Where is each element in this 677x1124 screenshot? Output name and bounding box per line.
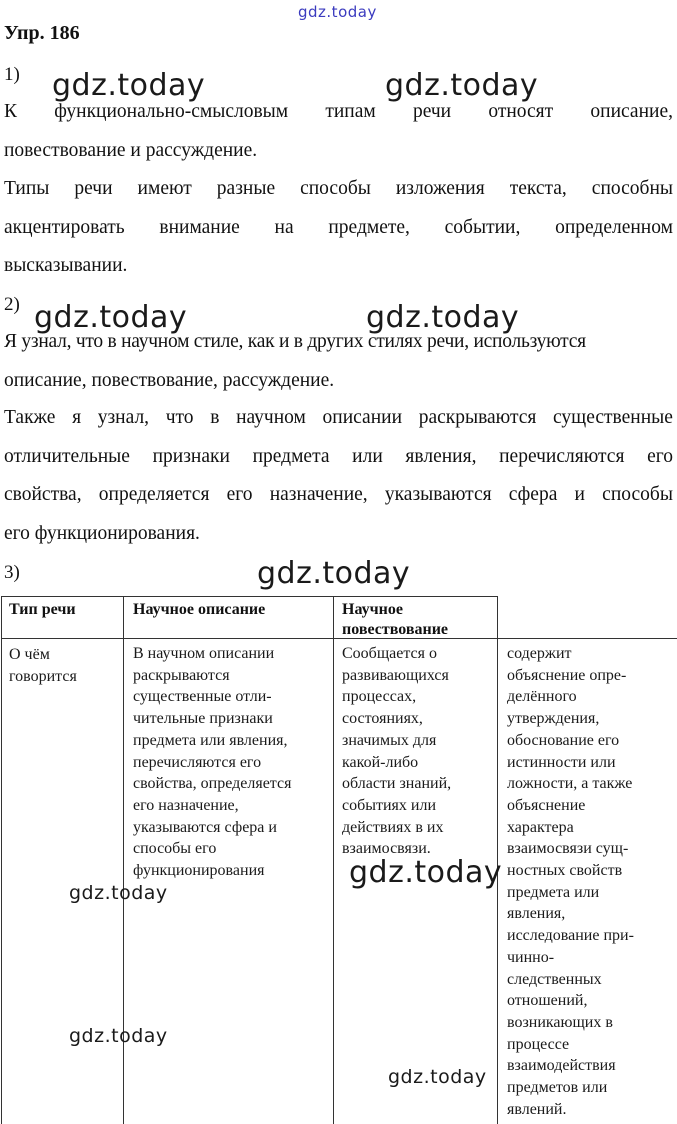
word: текста, bbox=[509, 178, 567, 199]
section-2-number: 2) bbox=[4, 294, 20, 315]
watermark: gdz.today bbox=[52, 68, 206, 103]
word: определенном bbox=[555, 216, 673, 238]
table-cell-line: взаимосвязи. bbox=[342, 840, 431, 858]
table-cell-line: событиях или bbox=[342, 796, 437, 814]
table-cell-line: явлений. bbox=[507, 1100, 567, 1118]
table-cell-line: ностных свойств bbox=[507, 862, 623, 880]
table-header-narration: Научное повествование bbox=[342, 601, 449, 638]
text-line: повествование и рассуждение. bbox=[4, 139, 258, 161]
word: акцентировать bbox=[4, 216, 125, 238]
word: сфера bbox=[508, 484, 558, 505]
word: предмете, bbox=[328, 216, 410, 238]
table-cell-line: характера bbox=[507, 818, 574, 836]
word: и bbox=[574, 484, 585, 505]
table-border-col2 bbox=[333, 596, 334, 1124]
table-cell-line: ложности, а также bbox=[507, 775, 633, 793]
table-cell-line: области знаний, bbox=[342, 775, 452, 793]
table-cell-reasoning bbox=[507, 643, 675, 1120]
table-cell-line: чинно- bbox=[507, 948, 555, 966]
table-cell-line: чительные признаки bbox=[133, 710, 273, 728]
word: узнал, bbox=[97, 407, 150, 428]
word: его bbox=[647, 445, 673, 467]
word: функционально-смысловым bbox=[54, 101, 289, 122]
table-cell-line: отношений, bbox=[507, 992, 588, 1010]
word: изложения bbox=[395, 178, 485, 199]
section-1-paragraph-1 bbox=[4, 93, 673, 170]
table-cell-line: способы его bbox=[133, 840, 217, 858]
table-cell-line: объяснение опре- bbox=[507, 666, 627, 684]
table-cell-line: указываются сфера и bbox=[133, 818, 277, 836]
word: отличительные bbox=[4, 445, 130, 467]
exercise-title: Упр. 186 bbox=[4, 22, 80, 44]
text-line bbox=[4, 93, 673, 132]
text-line bbox=[4, 399, 673, 438]
word: перечисляются bbox=[499, 445, 625, 467]
table-cell-line: процессе bbox=[507, 1035, 570, 1053]
table-cell-line: существенные отли- bbox=[133, 688, 272, 706]
section-1-paragraph-2 bbox=[4, 170, 673, 286]
word: способны bbox=[591, 178, 673, 199]
text-line bbox=[4, 438, 673, 477]
word: раскрываются bbox=[418, 407, 537, 428]
word: имеют bbox=[137, 178, 192, 199]
text-line bbox=[4, 170, 673, 209]
word: предмета bbox=[252, 445, 330, 467]
table-header-type: Тип речи bbox=[9, 601, 76, 618]
word: или bbox=[352, 445, 383, 467]
table-header-description: Научное описание bbox=[133, 601, 266, 618]
table-cell-line: объяснение bbox=[507, 796, 586, 814]
watermark: gdz.today bbox=[366, 300, 520, 335]
table-cell-line: Сообщается о bbox=[342, 645, 437, 662]
table-cell-line: утверждения, bbox=[507, 710, 600, 728]
word: разные bbox=[216, 178, 276, 199]
watermark: gdz.today bbox=[388, 1066, 487, 1088]
word: способы bbox=[300, 178, 371, 199]
text-line bbox=[4, 476, 673, 515]
word: речи bbox=[412, 101, 452, 122]
watermark: gdz.today bbox=[349, 855, 503, 890]
word: К bbox=[4, 101, 18, 122]
table-cell-description bbox=[133, 643, 331, 882]
text-line: его функционирования. bbox=[4, 522, 200, 544]
table-cell-line: свойства, определяется bbox=[133, 775, 292, 793]
watermark: gdz.today bbox=[257, 556, 411, 591]
word: указываются bbox=[384, 484, 492, 505]
table-cell-line: возникающих в bbox=[507, 1013, 613, 1031]
table-cell-line: процессах, bbox=[342, 688, 417, 706]
word: я bbox=[72, 407, 82, 428]
section-3-number: 3) bbox=[4, 562, 20, 583]
text-line: Я узнал, что в научном стиле, как и в других стилях речи, используются bbox=[4, 331, 586, 352]
watermark-top: gdz.today bbox=[298, 3, 377, 21]
word: описании bbox=[322, 407, 403, 428]
watermark: gdz.today bbox=[69, 882, 168, 904]
table-cell-line: явления, bbox=[507, 905, 566, 923]
section-2-paragraph-1 bbox=[4, 323, 673, 400]
table-cell-line: какой-либо bbox=[342, 753, 419, 771]
word: Типы bbox=[4, 178, 50, 199]
word: относят bbox=[488, 101, 554, 122]
word: типам bbox=[325, 101, 376, 122]
word: определяется bbox=[98, 484, 210, 505]
table-cell-line: исследование при- bbox=[507, 927, 634, 945]
text-line: высказывании. bbox=[4, 255, 128, 276]
table-cell-line: его назначение, bbox=[133, 796, 239, 814]
word: описание, bbox=[590, 101, 673, 122]
table-cell-line: обоснование его bbox=[507, 731, 620, 749]
word: что bbox=[165, 407, 194, 428]
table-cell-line: перечисляются его bbox=[133, 753, 262, 771]
table-cell-line: содержит bbox=[507, 645, 572, 662]
word: событии, bbox=[444, 216, 521, 238]
table-border-top bbox=[1, 596, 498, 597]
table-cell-line: предмета или явления, bbox=[133, 731, 288, 749]
table-cell-line: предмета или bbox=[507, 883, 600, 901]
table-border-left bbox=[1, 596, 2, 1124]
table-cell-line: следственных bbox=[507, 970, 602, 988]
section-2-paragraph-2 bbox=[4, 399, 673, 553]
table-row-label: О чём говорится bbox=[9, 646, 77, 685]
word: его bbox=[226, 484, 253, 505]
word: в bbox=[210, 407, 220, 428]
table-cell-line: взаимосвязи сущ- bbox=[507, 840, 629, 858]
word: речи bbox=[74, 178, 113, 199]
word: на bbox=[274, 216, 294, 238]
table-cell-line: развивающихся bbox=[342, 666, 449, 684]
table-cell-line: истинности или bbox=[507, 753, 616, 771]
table-cell-line: делённого bbox=[507, 688, 577, 706]
table-cell-line: состояниях, bbox=[342, 710, 423, 728]
table-cell-line: взаимодействия bbox=[507, 1057, 616, 1075]
table-cell-line: функционирования bbox=[133, 862, 265, 880]
table-cell-line: действиях в их bbox=[342, 818, 444, 836]
word: способы bbox=[602, 484, 673, 505]
word: назначение, bbox=[269, 484, 368, 505]
text-line bbox=[4, 209, 673, 248]
watermark: gdz.today bbox=[385, 68, 539, 103]
table-cell-line: предметов или bbox=[507, 1079, 608, 1097]
watermark: gdz.today bbox=[34, 300, 188, 335]
watermark: gdz.today bbox=[69, 1025, 168, 1047]
table-cell-line: раскрываются bbox=[133, 666, 230, 684]
word: существенные bbox=[553, 407, 673, 428]
text-line: описание, повествование, рассуждение. bbox=[4, 369, 335, 391]
word: признаки bbox=[152, 445, 230, 467]
table-cell-narration bbox=[342, 643, 492, 860]
word: научном bbox=[236, 407, 306, 428]
table-border-header-bottom bbox=[1, 638, 677, 639]
table-cell-line: значимых для bbox=[342, 731, 437, 749]
word: внимание bbox=[159, 216, 240, 238]
table-cell-line: В научном описании bbox=[133, 645, 275, 662]
word: свойства, bbox=[4, 484, 82, 505]
word: Также bbox=[4, 407, 56, 428]
word: явления, bbox=[405, 445, 477, 467]
section-1-number: 1) bbox=[4, 64, 20, 85]
